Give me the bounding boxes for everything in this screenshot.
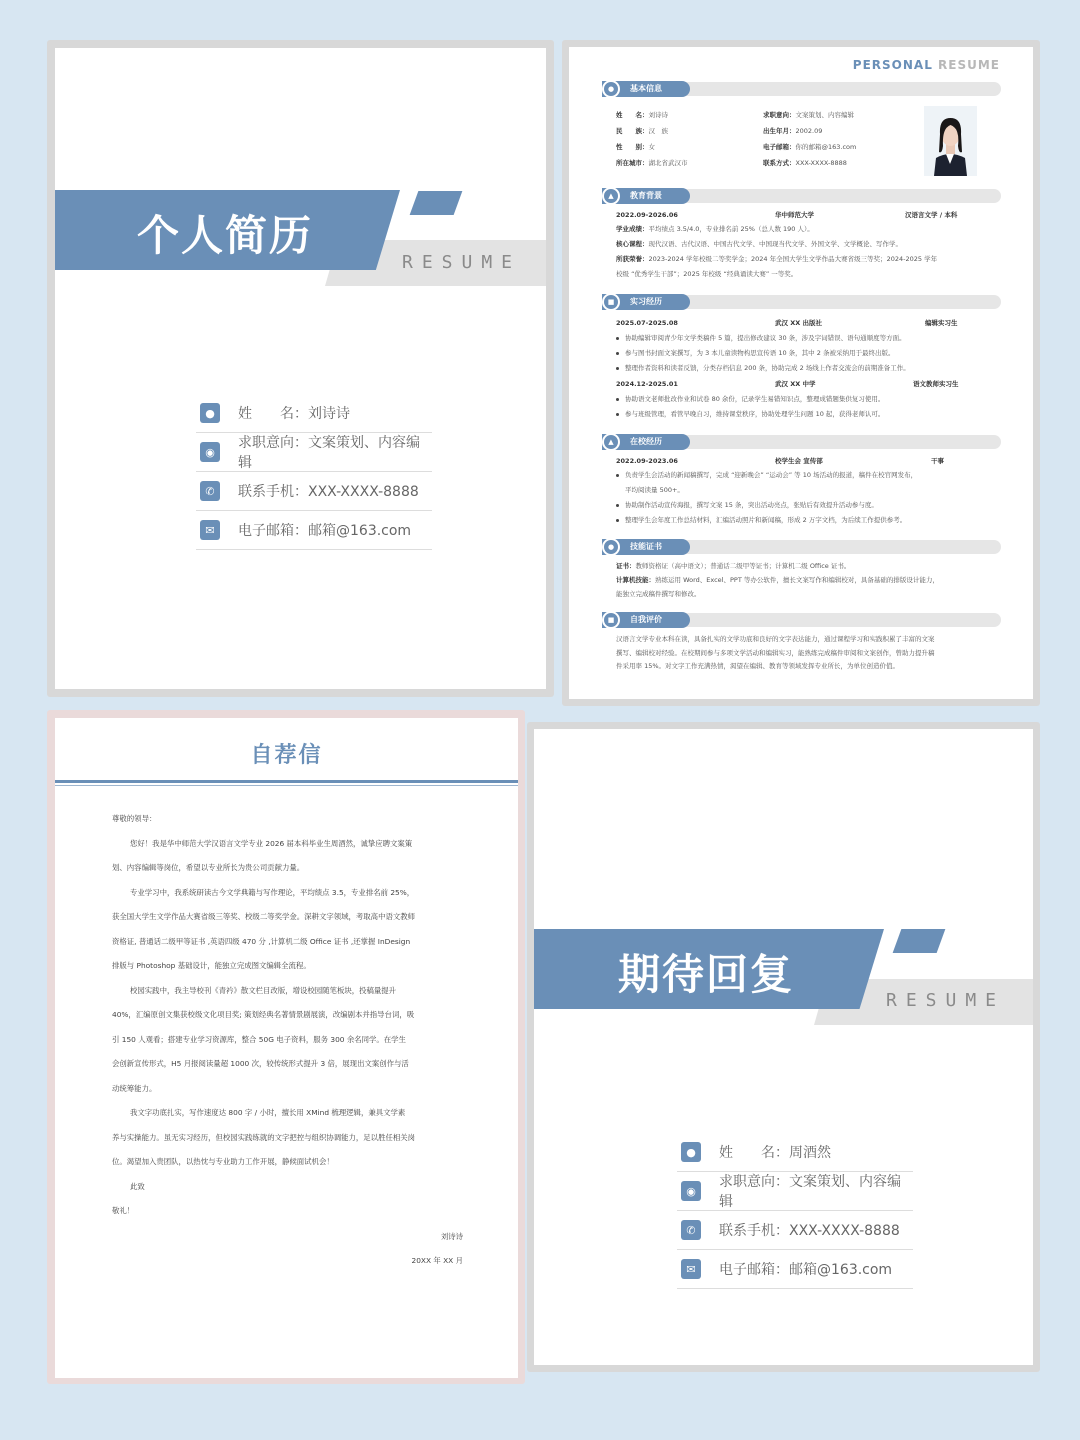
location-icon: ◉: [681, 1181, 701, 1201]
section-campus: 在校经历 ▲: [602, 433, 1001, 450]
person-icon: ●: [602, 80, 620, 98]
mail-icon: ✉: [200, 520, 220, 540]
field-label: 所在城市：: [616, 159, 649, 167]
field-label: 民 族：: [616, 127, 649, 135]
person-icon: ●: [681, 1142, 701, 1162]
title-rule-thin: [55, 785, 518, 786]
resume-line: 性 别：女: [616, 143, 655, 151]
bullet-text: 参与图书封面文案撰写，为 3 本儿童读物构思宣传语 10 条，其中 2 条被采纳用于最终出版。: [625, 349, 895, 357]
section-education: 教育背景 ▲: [602, 187, 1001, 204]
bullet-cont: 平均阅读量 500+。: [625, 486, 684, 494]
resume-line: 所在城市：湖北省武汉市: [616, 159, 688, 167]
section-self: 自我评价 ■: [602, 611, 1001, 628]
letter-line: 专业学习中，我系统研读古今文学典籍与写作理论，平均绩点 3.5，专业排名前 25%，: [130, 887, 415, 897]
contact-text: 电子邮箱：邮箱@163.com: [719, 1262, 893, 1278]
letter-line: 校园实践中，我主导校刊《青衿》散文栏目改版，增设校园随笔板块，投稿量提升: [130, 985, 397, 995]
cover-page: [55, 48, 546, 689]
resume-line: 电子邮箱：你的邮箱@163.com: [763, 143, 857, 151]
field-label: 核心课程：: [616, 240, 649, 248]
contact-text: 电子邮箱：邮箱@163.com: [238, 523, 412, 539]
bullet-dot: [616, 474, 619, 477]
letter-page: [55, 718, 518, 1378]
contact-text: 姓 名：周酒然: [719, 1145, 831, 1161]
resume-text: 武汉 XX 出版社: [775, 319, 823, 327]
bullet-text: 参与班级管理，看管早晚自习，维持课堂秩序，协助处理学生问题 10 起，获得老师认可。: [625, 410, 885, 418]
field-label: 姓 名：: [616, 111, 649, 119]
bullet-dot: [616, 519, 619, 522]
contact-row: [677, 1250, 913, 1289]
bullet-text: 整理学生会年度工作总结材料，汇编活动照片和新闻稿，形成 2 万字文档，为后续工作提供参考。: [625, 516, 907, 524]
letter-line: 划、内容编辑等岗位，希望以专业所长为贵公司贡献力量。: [112, 863, 305, 872]
note-icon: ■: [602, 611, 620, 629]
location-icon: ◉: [200, 442, 220, 462]
profile-photo: [924, 106, 977, 176]
phone-icon: ✆: [200, 481, 220, 501]
contact-row: [196, 394, 432, 433]
bullet-text: 协助编辑审阅青少年文学类稿件 5 篇，提出修改建议 30 条，涉及字词错误、语句通顺度等方面。: [625, 334, 906, 342]
letter-line: 敬礼！: [112, 1206, 135, 1215]
field-label: 证书：: [616, 562, 636, 570]
self-text: 撰写、编辑校对经验。在校期间参与多项文学活动和编辑实习，能熟练完成稿件审阅和文案创作，曾助力提升稿: [616, 648, 935, 657]
resume-text: 2024.12-2025.01: [616, 380, 678, 388]
resume-page: PERSONAL RESUME 基本信息 ● 教育背景 ▲ 2022.09-2026.06 华中师范大学 汉语言文学 / 本科 实习经历 ■ 在校经历 ▲ 2022.09-2023.06 校学生会 宣传部 干事 技能证书 ● 自我评价 ■ 姓 名：刘诗诗 民 族：汉 族 性 别：女 所在城市：湖北省武汉市 求职意向：文案策划、内容编辑 出生年月：2002.09 电子邮箱：你的邮箱@163.com 联系方式：XXX-XXXX-8888 学业成绩：平均绩点 3.5/4.0，专业排名前 25%（总人数 190 人）。 核心课程：现代汉语、古代汉语、中国古代文学、中国现当代文学、外国文学、文学概论、写作学。 所获荣誉：2023-2024 学年校级二等奖学金；2024 年全国大学生文学作品大赛省级三等奖；2024-2025 学年 校级 “优秀学生干部”；2025 年校级 “经典诵读大赛” 一等奖。 2025.07-2025.08 武汉 XX 出版社 编辑实习生 协助编辑审阅青少年文学类稿件 5 篇，提出修改建议 30 条，涉及字词错误、语句通顺度等方面。 参与图书封面文案撰写，为 3 本儿童读物构思宣传语 10 条，其中 2 条被采纳用于最终出版。 整理作者资料和读者反馈，分类存档信息 200 条，协助完成 2 场线上作者交流会的前期准备工作。 2024.12-2025.01 武汉 XX 中学 语文教师实习生 协助语文老师批改作业和试卷 80 余份，记录学生易错知识点，整理成错题集供复习使用。 参与班级管理，看管早晚自习，维持课堂秩序，协助处理学生问题 10 起，获得老师认可。 负责学生会活动的新闻稿撰写，完成 “迎新晚会” “运动会” 等 10 场活动的报道，稿件在校官网发布， 平均阅读量 500+。 协助制作活动宣传海报，撰写文案 15 条，突出活动亮点，张贴后有效提升活动参与度。 整理学生会年度工作总结材料，汇编活动照片和新闻稿，形成 2 万字文档，为后续工作提供参考。 证书：教师资格证（高中语文）；普通话二级甲等证书；计算机二级 Office 证书。 计算机技能：熟练运用 Word、Excel、PPT 等办公软件，擅长文案写作和编辑校对，具备基础的排版设计能力， 能独立完成稿件撰写和修改。 汉语言文学专业本科在读，具备扎实的文学功底和良好的文字表达能力，通过课程学习和实践积累了丰富的文案 撰写、编辑校对经验。在校期间参与多项文学活动和编辑实习，能熟练完成稿件审阅和文案创作，曾助力提升稿 件采用率 15%。对文字工作充满热情，渴望在编辑、教育等领域发挥专业所长，为单位创造价值。: [569, 47, 1033, 699]
title-rule: [55, 780, 518, 783]
resume-word: RESUME: [886, 990, 1006, 1011]
contact-row: [196, 433, 432, 472]
bullet-dot: [616, 367, 619, 370]
resume-line: 所获荣誉：2023-2024 学年校级二等奖学金；2024 年全国大学生文学作品大赛省级三等奖；2024-2025 学年: [616, 255, 938, 263]
letter-line: 您好！我是华中师范大学汉语言文学专业 2026 届本科毕业生周酒然，诚挚应聘文案策: [130, 838, 413, 848]
resume-line: 核心课程：现代汉语、古代汉语、中国古代文学、中国现当代文学、外国文学、文学概论、写作学。: [616, 240, 902, 248]
letter-line: 尊敬的领导：: [112, 814, 157, 823]
accent-tab: [893, 929, 946, 953]
contact-row: [677, 1211, 913, 1250]
resume-line: 求职意向：文案策划、内容编辑: [763, 111, 854, 119]
field-label: 所获荣誉：: [616, 255, 649, 263]
bullet-dot: [616, 413, 619, 416]
field-label: 出生年月：: [763, 127, 796, 135]
resume-line: 学业成绩：平均绩点 3.5/4.0，专业排名前 25%（总人数 190 人）。: [616, 225, 814, 233]
resume-line: 联系方式：XXX-XXXX-8888: [763, 159, 847, 167]
person-icon: ●: [200, 403, 220, 423]
letter-line: 位。渴望加入贵团队，以热忱与专业助力工作开展，静候面试机会！: [112, 1157, 334, 1166]
resume-header: PERSONAL RESUME: [852, 58, 1000, 72]
resume-line: 证书：教师资格证（高中语文）；普通话二级甲等证书；计算机二级 Office 证书。: [616, 562, 851, 570]
cover-page: [534, 729, 1033, 1365]
resume-line: 出生年月：2002.09: [763, 127, 823, 135]
cover-title: 个人简历: [137, 211, 314, 260]
section-skills: 技能证书 ●: [602, 538, 1001, 555]
contact-text: 联系手机：XXX-XXXX-8888: [719, 1223, 900, 1239]
bullet-dot: [616, 337, 619, 340]
letter-title: 自荐信: [250, 743, 323, 768]
resume-text: 武汉 XX 中学: [775, 380, 816, 388]
contact-row: [677, 1172, 913, 1211]
resume-word: RESUME: [402, 252, 522, 273]
award-icon: ●: [602, 538, 620, 556]
bullet-dot: [616, 352, 619, 355]
graduation-cap-icon: ▲: [602, 187, 620, 205]
self-text: 件采用率 15%。对文字工作充满热情，渴望在编辑、教育等领域发挥专业所长，为单位创造价值。: [616, 662, 900, 670]
field-label: 计算机技能：: [616, 576, 655, 584]
bullet-dot: [616, 398, 619, 401]
letter-line: 40%，汇编原创文集获校级文化项目奖; 策划经典名著情景剧展演，改编剧本并指导台词，吸: [112, 1010, 415, 1019]
contact-row: [196, 472, 432, 511]
bullet-text: 协助制作活动宣传海报，撰写文案 15 条，突出活动亮点，张贴后有效提升活动参与度。: [625, 501, 878, 509]
section-basic: 基本信息 ●: [602, 80, 1001, 97]
contact-text: 求职意向：文案策划、内容编辑: [719, 1174, 901, 1210]
school-icon: ▲: [602, 433, 620, 451]
contact-info: [677, 1133, 913, 1289]
accent-tab: [410, 191, 463, 215]
contact-info: [196, 394, 432, 550]
bullet-text: 负责学生会活动的新闻稿撰写，完成 “迎新晚会” “运动会” 等 10 场活动的报道，稿件在校官网发布，: [625, 471, 918, 479]
section-internship: 实习经历 ■: [602, 293, 1001, 310]
letter-line: 动统筹能力。: [112, 1083, 157, 1093]
letter-signature: 刘诗诗: [440, 1232, 463, 1241]
field-label: 学业成绩：: [616, 225, 649, 233]
bullet-text: 协助语文老师批改作业和试卷 80 余份，记录学生易错知识点，整理成错题集供复习使用。: [625, 395, 885, 403]
field-label: 电子邮箱：: [763, 143, 796, 151]
resume-line: 计算机技能：熟练运用 Word、Excel、PPT 等办公软件，擅长文案写作和编辑校对，具备基础的排版设计能力，: [616, 576, 939, 584]
resume-text: 语文教师实习生: [913, 380, 959, 388]
letter-line: 排版与 Photoshop 基础设计，能独立完成图文编辑全流程。: [112, 961, 311, 970]
bullet-dot: [616, 504, 619, 507]
letter-line: 养与实操能力。虽无实习经历，但校园实践练就的文字把控与组织协调能力，足以胜任相关岗: [112, 1132, 416, 1142]
resume-text: 2025.07-2025.08: [616, 319, 678, 327]
letter-line: 资格证, 普通话二级甲等证书 ,英语四级 470 分 ,计算机二级 Office 证书 ,还掌握 InDesign: [112, 936, 411, 946]
contact-text: 求职意向：文案策划、内容编辑: [238, 435, 420, 471]
letter-line: 会创新宣传形式，H5 月报阅读量超 1000 次，较传统形式提升 3 倍，展现出文案创作与活: [112, 1059, 409, 1068]
field-label: 性 别：: [616, 143, 649, 151]
mail-icon: ✉: [681, 1259, 701, 1279]
contact-row: [677, 1133, 913, 1172]
letter-line: 我文字功底扎实，写作速度达 800 字 / 小时，擅长用 XMind 梳理逻辑，兼具文学素: [130, 1108, 406, 1117]
phone-icon: ✆: [681, 1220, 701, 1240]
self-text: 汉语言文学专业本科在读，具备扎实的文学功底和良好的文字表达能力，通过课程学习和实践积累了丰富的文案: [616, 635, 935, 643]
field-label: 求职意向：: [763, 111, 796, 119]
contact-text: 姓 名：刘诗诗: [238, 406, 350, 422]
resume-text: 编辑实习生: [925, 319, 958, 327]
resume-line: 能独立完成稿件撰写和修改。: [616, 590, 701, 598]
cover-title: 期待回复: [618, 950, 795, 999]
resume-line: 校级 “优秀学生干部”；2025 年校级 “经典诵读大赛” 一等奖。: [616, 270, 798, 278]
resume-line: 民 族：汉 族: [616, 127, 668, 135]
field-label: 联系方式：: [763, 159, 796, 167]
resume-line: 姓 名：刘诗诗: [616, 111, 668, 119]
letter-line: 此致: [130, 1181, 145, 1191]
letter-date: 20XX 年 XX 月: [411, 1256, 463, 1265]
briefcase-icon: ■: [602, 293, 620, 311]
bullet-text: 整理作者资料和读者反馈，分类存档信息 200 条，协助完成 2 场线上作者交流会的前期准备工作。: [625, 364, 910, 372]
letter-line: 引 150 人观看；搭建专业学习资源库，整合 50G 电子资料，服务 300 余名同学。在学生: [112, 1034, 406, 1044]
letter-line: 获全国大学生文学作品大赛省级三等奖、校级二等奖学金。深耕文字领域，考取高中语文教师: [112, 912, 416, 921]
contact-row: [196, 511, 432, 550]
contact-text: 联系手机：XXX-XXXX-8888: [238, 484, 419, 500]
